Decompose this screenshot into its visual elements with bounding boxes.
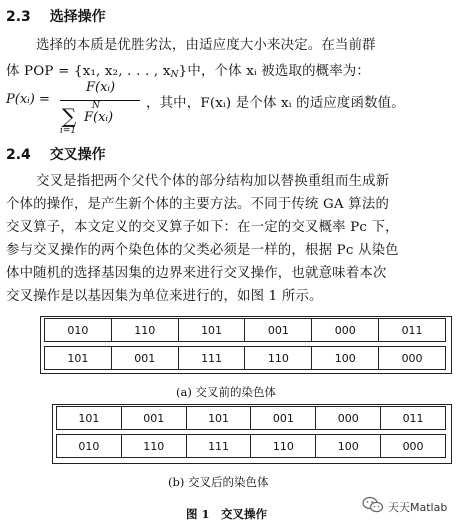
watermark — [362, 496, 447, 518]
gene-cell: 011 — [381, 407, 446, 430]
sum-lower: i=1 — [60, 126, 77, 136]
paragraph-line: 选择的本质是优胜劣汰，由适应度大小来决定。在当前群 — [36, 38, 376, 53]
gene-cell: 110 — [111, 319, 178, 342]
gene-cell: 100 — [312, 347, 379, 370]
gene-cell: 001 — [111, 347, 178, 370]
sum-symbol: ∑ — [62, 104, 77, 128]
fraction-bar — [60, 100, 140, 101]
gene-cell: 111 — [186, 435, 251, 458]
section-title: 选择操作 — [49, 9, 106, 25]
paragraph-line: 体中随机的选择基因集的边界来进行交叉操作，也就意味着本次 — [6, 266, 387, 281]
set-definition: 体 POP = {x₁, x₂, . . . , x — [6, 64, 171, 79]
gene-cell: 101 — [45, 347, 112, 370]
formula-numerator: F(xᵢ) — [86, 80, 116, 95]
gene-cell: 000 — [316, 407, 381, 430]
gene-cell: 101 — [57, 407, 122, 430]
gene-cell: 111 — [178, 347, 245, 370]
gene-cell: 101 — [178, 319, 245, 342]
wechat-icon — [362, 496, 384, 518]
gene-cell: 010 — [45, 319, 112, 342]
section-24-heading — [6, 144, 106, 164]
paragraph-line: 交叉算子，本文定义的交叉算子如下：在一定的交叉概率 Pc 下， — [6, 220, 399, 235]
gene-cell: 110 — [251, 435, 316, 458]
paragraph-line: 参与交叉操作的两个染色体的父类必须是一样的，根据 Pc 从染色 — [6, 243, 399, 258]
gene-cell: 110 — [245, 347, 312, 370]
gene-cell: 011 — [379, 319, 446, 342]
paragraph-line: 交叉操作是以基因集为单位来进行的，如图 1 所示。 — [6, 289, 323, 304]
gene-cell: 010 — [57, 435, 122, 458]
gene-cell: 100 — [316, 435, 381, 458]
probability-intro: }中，个体 xᵢ 被选取的概率为： — [178, 64, 371, 79]
paragraph-line: 体 POP = {x₁, x₂, . . . , xN}中，个体 xᵢ 被选取的概率为： — [6, 64, 371, 80]
gene-cell: 000 — [312, 319, 379, 342]
paragraph-line: 个体的操作，是产生新个体的主要方法。不同于传统 GA 算法的 — [6, 197, 390, 212]
sum-upper: N — [92, 101, 100, 111]
formula-lhs: P(xᵢ) = — [6, 92, 50, 107]
gene-cell: 001 — [245, 319, 312, 342]
gene-cell: 000 — [379, 347, 446, 370]
section-23-heading — [6, 6, 106, 26]
formula-denominator: F(xᵢ) — [84, 110, 114, 125]
chromosome-after-row2 — [56, 434, 446, 458]
chromosome-before-row2 — [44, 346, 446, 370]
formula-tail: ，其中，F(xᵢ) 是个体 xᵢ 的适应度函数值。 — [146, 96, 405, 111]
watermark-text: 天天Matlab — [388, 501, 448, 514]
gene-cell: 000 — [381, 435, 446, 458]
section-number: 2.4 — [6, 147, 31, 163]
figure-caption-a: (a) 交叉前的染色体 — [176, 385, 276, 399]
gene-cell: 101 — [186, 407, 251, 430]
gene-cell: 110 — [121, 435, 186, 458]
figure-label: 图 1 交叉操作 — [186, 507, 268, 521]
paragraph-line: 交叉是指把两个父代个体的部分结构加以替换重组而生成新 — [36, 174, 390, 189]
figure-caption-b: (b) 交叉后的染色体 — [168, 475, 269, 489]
section-title: 交叉操作 — [49, 147, 106, 163]
chromosome-before-row1 — [44, 318, 446, 342]
gene-cell: 001 — [251, 407, 316, 430]
section-number: 2.3 — [6, 9, 31, 25]
chromosome-after-row1 — [56, 406, 446, 430]
gene-cell: 001 — [121, 407, 186, 430]
